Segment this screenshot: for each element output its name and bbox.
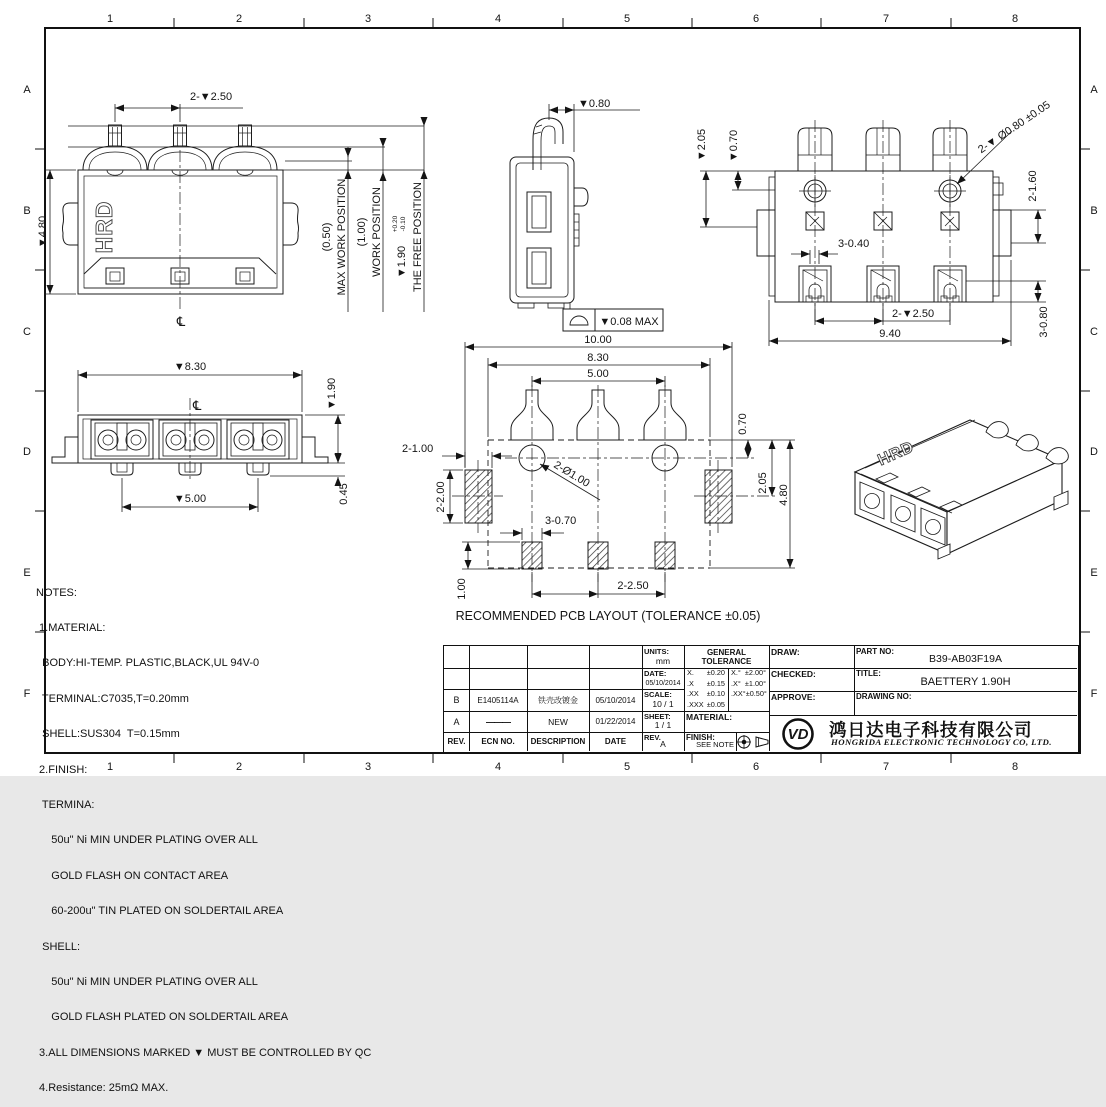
- rev-table-cell-rev: A: [453, 716, 460, 727]
- scale-cell: [642, 689, 684, 711]
- dim-side-top: ▼0.80: [578, 98, 611, 110]
- grid-col-label: 1: [106, 13, 114, 25]
- grid-row-label: D: [23, 446, 31, 458]
- rev-label: REV.: [644, 733, 661, 742]
- pcb-layout-dimensions: [442, 342, 795, 598]
- grid-row-label: B: [1090, 205, 1098, 217]
- part-no-cell: [854, 646, 1077, 668]
- approve-cell: [769, 691, 854, 715]
- company-logo-text: VD: [787, 726, 809, 743]
- dim-pcb-w3: 5.00: [587, 368, 609, 380]
- rev-cell: [642, 732, 684, 751]
- flatness-callout: ▼0.08 MAX: [599, 316, 659, 328]
- dim-plan-slot: 3-0.40: [838, 238, 870, 250]
- title-block: [443, 645, 1079, 753]
- note-line: 3.ALL DIMENSIONS MARKED ▼ MUST BE CONTROLLED BY QC: [36, 1046, 372, 1059]
- tolerance-title: GENERAL TOLERANCE: [701, 648, 752, 666]
- tol-value: ±0.15: [706, 678, 725, 688]
- notes-block: [36, 564, 371, 1107]
- tol-value: ±0.20: [706, 668, 725, 677]
- finish-value: SEE NOTE: [696, 740, 734, 749]
- note-line: 60-200u" TIN PLATED ON SOLDERTAIL AREA: [36, 905, 284, 918]
- units-cell: [642, 646, 684, 668]
- note-line: NOTES:: [36, 586, 77, 599]
- rev-table-cell-ecn: E1405114A: [477, 695, 519, 705]
- checked-label: CHECKED:: [771, 669, 816, 679]
- grid-col-label: 1: [106, 761, 114, 773]
- company-name-cn: 鸿日达电子科技有限公司: [829, 720, 1033, 740]
- date-value: 05/10/2014: [645, 680, 681, 687]
- grid-col-label: 6: [752, 13, 760, 25]
- note-line: BODY:HI-TEMP. PLASTIC,BLACK,UL 94V-0: [36, 657, 260, 670]
- dim-front-height: ▼4.80: [37, 215, 49, 249]
- drawing-no-cell: [854, 691, 1077, 715]
- dim-bottom-tab: 0.45: [338, 483, 350, 505]
- date-label: DATE:: [644, 669, 667, 678]
- dim-bottom-width: ▼8.30: [173, 361, 207, 373]
- grid-col-label: 5: [623, 13, 631, 25]
- sheet-cell: [642, 711, 684, 732]
- tol-value: ±0.05: [706, 699, 725, 709]
- rev-table-cell-description: 铁壳改镀金: [538, 695, 578, 705]
- dim-plan-right-b: 3-0.80: [1038, 306, 1050, 338]
- iso-view-logo: HRD: [875, 438, 917, 470]
- dim-pcb-pad-b-h: 1.00: [456, 578, 468, 600]
- units-label: UNITS:: [644, 647, 669, 656]
- rev-table-cell-ecn: ———: [486, 716, 510, 727]
- dim-pcb-pad-h: 2-2.00: [435, 481, 447, 513]
- grid-col-label: 7: [882, 761, 890, 773]
- ann-free-tol-plus: +0.20: [392, 215, 399, 233]
- grid-col-label: 2: [235, 13, 243, 25]
- note-line: GOLD FLASH PLATED ON SOLDERTAIL AREA: [36, 1011, 289, 1024]
- grid-row-label: B: [23, 205, 31, 217]
- note-line: SHELL:SUS304 T=0.15mm: [36, 728, 180, 741]
- tol-label: .X: [687, 678, 694, 688]
- plan-view-dimensions: [700, 131, 1046, 346]
- front-view-logo: HRD: [91, 200, 117, 254]
- finish-label: FINISH:: [686, 733, 715, 742]
- dim-front-pitch: 2-▼2.50: [190, 91, 233, 103]
- dim-plan-width: 9.40: [879, 328, 901, 340]
- company-name-en: HONGRIDA ELECTRONIC TECHNOLOGY CO, LTD.: [831, 737, 1052, 747]
- dim-bottom-pitch: ▼5.00: [173, 493, 207, 505]
- rev-table-cell-description: NEW: [548, 716, 568, 727]
- ann-free-value: ▼1.90: [396, 245, 408, 279]
- grid-row-label: F: [1090, 688, 1098, 700]
- sheet-label: SHEET:: [644, 712, 671, 721]
- dim-pcb-w2: 8.30: [587, 352, 609, 364]
- dim-pcb-pad-b-pitch: 2-2.50: [617, 580, 649, 592]
- material-cell: [684, 711, 769, 732]
- note-line: 2.FINISH:: [36, 763, 88, 776]
- rev-table-header-rev: REV.: [447, 737, 466, 746]
- finish-cell: [684, 732, 736, 751]
- dim-pcb-holes: 2-Ø1.00: [551, 459, 592, 490]
- grid-row-label: D: [1090, 446, 1098, 458]
- date-cell: [642, 668, 684, 689]
- ann-max-work-label: MAX WORK POSITION: [336, 178, 348, 296]
- scale-label: SCALE:: [644, 690, 672, 699]
- tol-label: X.: [687, 668, 694, 677]
- checked-cell: [769, 668, 854, 691]
- dim-bottom-height: ▼1.90: [326, 377, 338, 411]
- grid-row-label: E: [1090, 567, 1098, 579]
- grid-row-label: A: [1090, 84, 1098, 96]
- pcb-layout: [452, 385, 778, 582]
- pcb-layout-caption: RECOMMENDED PCB LAYOUT (TOLERANCE ±0.05): [455, 609, 761, 623]
- drawing-no-label: DRAWING NO:: [856, 692, 912, 701]
- tolerance-linear: [684, 668, 728, 711]
- tol-label: .X°: [731, 678, 741, 688]
- dim-pcb-r1: 0.70: [737, 413, 749, 435]
- material-label: MATERIAL:: [686, 712, 733, 722]
- dim-pcb-w1: 10.00: [584, 334, 612, 346]
- title-cell: [854, 668, 1077, 691]
- plan-view: [757, 120, 1011, 322]
- grid-col-label: 2: [235, 761, 243, 773]
- scale-value: 10 / 1: [652, 699, 674, 709]
- part-no-label: PART NO:: [856, 647, 895, 656]
- grid-row-label: F: [23, 688, 31, 700]
- ann-max-work-value: (0.50): [321, 222, 333, 252]
- grid-col-label: 8: [1011, 13, 1019, 25]
- grid-col-label: 8: [1011, 761, 1019, 773]
- dim-plan-left-b: ▼0.70: [728, 129, 740, 163]
- tol-value: ±0.50°: [745, 689, 767, 699]
- note-line: 50u" Ni MIN UNDER PLATING OVER ALL: [36, 975, 258, 988]
- front-centerline-symbol: ℄: [176, 314, 186, 329]
- rev-table-header-ecn: ECN NO.: [481, 737, 515, 746]
- tol-value: ±2.00°: [744, 668, 766, 677]
- dim-plan-right-a: 2-1.60: [1027, 170, 1039, 202]
- ann-work-value: (1.00): [356, 217, 368, 247]
- part-no-value: B39-AB03F19A: [929, 653, 1002, 665]
- approve-label: APPROVE:: [771, 692, 816, 702]
- title-value: BAETTERY 1.90H: [920, 676, 1011, 688]
- tol-label: .XXX: [687, 699, 704, 709]
- dim-pcb-r3: 4.80: [778, 484, 790, 506]
- note-line: GOLD FLASH ON CONTACT AREA: [36, 869, 229, 882]
- grid-row-label: A: [23, 84, 31, 96]
- rev-table-header-date: DATE: [604, 737, 627, 746]
- side-view: [510, 104, 663, 331]
- draw-cell: [769, 646, 854, 668]
- note-line: TERMINA:: [36, 798, 95, 811]
- grid-col-label: 6: [752, 761, 760, 773]
- title-label: TITLE:: [856, 669, 881, 678]
- company-cell: [769, 715, 1077, 751]
- dim-plan-holes: 2-▼ Ø0.80 ±0.05: [976, 98, 1053, 157]
- ann-free-label: THE FREE POSITION: [412, 181, 424, 293]
- note-line: 50u" Ni MIN UNDER PLATING OVER ALL: [36, 834, 258, 847]
- grid-col-label: 3: [364, 761, 372, 773]
- tol-label: .XX°: [731, 689, 746, 699]
- grid-col-label: 3: [364, 13, 372, 25]
- rev-table-header-description: DESCRIPTION: [530, 737, 586, 746]
- grid-col-label: 5: [623, 761, 631, 773]
- grid-row-label: C: [1090, 326, 1098, 338]
- projection-angle-icon: [737, 733, 769, 751]
- tolerance-angular: [728, 668, 769, 711]
- rev-table-cell-date: 05/10/2014: [595, 695, 636, 705]
- tol-value: ±0.10: [706, 689, 725, 699]
- grid-col-label: 4: [494, 13, 502, 25]
- rev-table-cell-date: 01/22/2014: [595, 717, 636, 726]
- sheet-value: 1 / 1: [654, 720, 672, 730]
- tol-label: X.°: [731, 668, 741, 677]
- dim-plan-pitch: 2-▼2.50: [892, 308, 935, 320]
- bottom-view: [52, 398, 328, 480]
- dim-pcb-r2: 2.05: [757, 472, 769, 494]
- rev-value: A: [660, 739, 666, 749]
- grid-row-label: E: [23, 567, 31, 579]
- dim-pcb-pad-w: 2-1.00: [402, 443, 434, 455]
- bottom-centerline-symbol: ℄: [193, 398, 202, 413]
- note-line: SHELL:: [36, 940, 81, 953]
- ann-free-tol-minus: -0.10: [400, 216, 407, 232]
- grid-col-label: 4: [494, 761, 502, 773]
- company-logo-icon: [779, 716, 819, 752]
- dim-pcb-pad-b-w: 3-0.70: [545, 515, 577, 527]
- projection-symbol-cell: [736, 732, 769, 751]
- note-line: 4.Resistance: 25mΩ MAX.: [36, 1082, 169, 1095]
- units-value: mm: [655, 656, 671, 666]
- iso-view: [855, 420, 1068, 559]
- rev-table-cell-rev: B: [453, 695, 460, 705]
- draw-label: DRAW:: [771, 647, 800, 657]
- tol-value: ±1.00°: [744, 678, 766, 688]
- grid-col-label: 7: [882, 13, 890, 25]
- tol-label: .XX: [687, 689, 699, 699]
- ann-work-label: WORK POSITION: [371, 187, 383, 277]
- note-line: TERMINAL:C7035,T=0.20mm: [36, 692, 189, 705]
- grid-row-label: C: [23, 326, 31, 338]
- note-line: 1.MATERIAL:: [36, 621, 106, 634]
- dim-plan-left-a: ▼2.05: [696, 128, 708, 162]
